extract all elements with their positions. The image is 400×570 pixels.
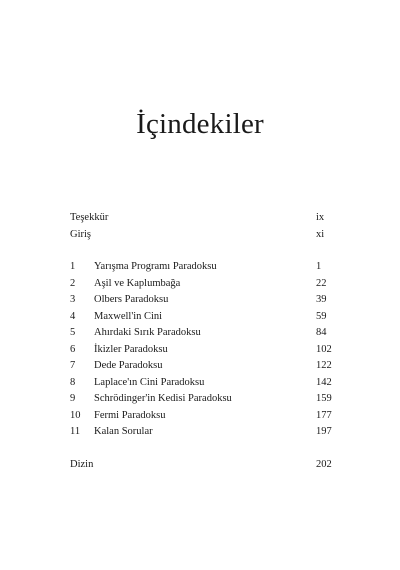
chapter-number: 9	[70, 393, 76, 404]
chapter-title: Maxwell'in Cini	[94, 310, 163, 322]
page-title: İçindekiler	[136, 108, 264, 140]
chapter-title: İkizler Paradoksu	[94, 343, 168, 355]
chapter-page: 197	[316, 426, 332, 437]
toc-entry-index	[70, 457, 330, 474]
toc-spacer	[70, 243, 330, 259]
chapter-number: 3	[70, 294, 76, 305]
toc-chapter-4	[70, 309, 330, 326]
toc-chapter-9	[70, 391, 330, 408]
toc-chapter-1	[70, 259, 330, 276]
chapter-page: 59	[316, 310, 327, 322]
toc-entry-introduction	[70, 227, 330, 244]
chapter-page: 177	[316, 409, 332, 421]
chapter-number: 5	[70, 327, 76, 338]
toc-chapter-6	[70, 342, 330, 359]
toc-entry-page: ix	[316, 212, 325, 223]
toc-entry-label: Teşekkür	[70, 212, 109, 223]
chapter-title: Yarışma Programı Paradoksu	[94, 261, 217, 272]
toc-entry-page: 202	[316, 458, 332, 470]
toc-chapter-7	[70, 358, 330, 375]
chapter-number: 11	[70, 426, 81, 437]
toc-chapter-11	[70, 424, 330, 441]
chapter-number: 8	[70, 376, 76, 388]
chapter-page: 22	[316, 277, 327, 289]
chapter-page: 159	[316, 393, 332, 404]
toc-entry-label: Dizin	[70, 458, 94, 470]
chapter-title: Laplace'ın Cini Paradoksu	[94, 376, 205, 388]
toc-chapter-2	[70, 276, 330, 293]
toc-chapter-8	[70, 375, 330, 392]
chapter-number: 7	[70, 360, 76, 371]
toc-chapter-5	[70, 325, 330, 342]
toc-spacer	[70, 441, 330, 457]
chapter-page: 122	[316, 360, 332, 371]
chapter-title: Aşil ve Kaplumbağa	[94, 277, 181, 289]
chapter-number: 1	[70, 261, 76, 272]
toc-entry-label: Giriş	[70, 228, 91, 240]
chapter-page: 142	[316, 376, 332, 388]
chapter-page: 1	[316, 261, 322, 272]
chapter-title: Dede Paradoksu	[94, 360, 163, 371]
toc-chapter-10	[70, 408, 330, 425]
chapter-page: 39	[316, 294, 327, 305]
chapter-number: 6	[70, 343, 76, 355]
chapter-number: 10	[70, 409, 81, 421]
chapter-title: Fermi Paradoksu	[94, 409, 166, 421]
chapter-title: Ahırdaki Sırık Paradoksu	[94, 327, 201, 338]
chapter-number: 2	[70, 277, 76, 289]
chapter-page: 102	[316, 343, 332, 355]
chapter-title: Olbers Paradoksu	[94, 294, 169, 305]
toc-chapter-3	[70, 292, 330, 309]
toc-entry-page: xi	[316, 228, 325, 240]
toc-entry-acknowledgements	[70, 210, 330, 227]
chapter-title: Kalan Sorular	[94, 426, 153, 437]
chapter-title: Schrödinger'in Kedisi Paradoksu	[94, 393, 232, 404]
table-of-contents	[70, 210, 330, 473]
chapter-page: 84	[316, 327, 327, 338]
chapter-number: 4	[70, 310, 76, 322]
